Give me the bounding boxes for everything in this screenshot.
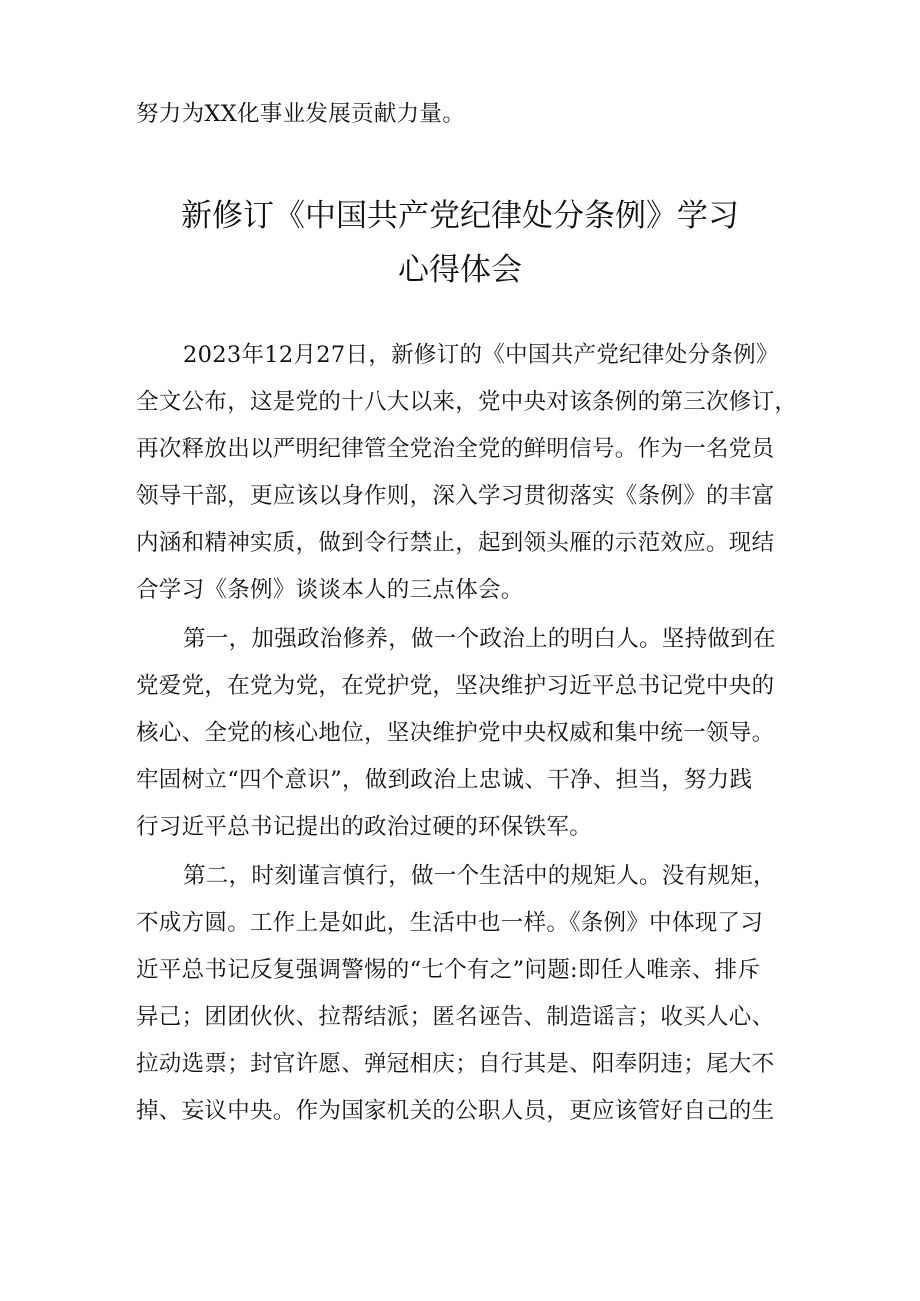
paragraph-line: 异己；团团伙伙、拉帮结派；匿名诬告、制造谣言；收买人心、 xyxy=(136,1004,775,1030)
paragraph-line: 全文公布，这是党的十八大以来，党中央对该条例的第三次修订， xyxy=(136,389,798,415)
paragraph-line: 近平总书记反复强调警惕的“七个有之”问题:即任人唯亲、排斥 xyxy=(136,957,761,983)
document-title-line-2: 心得体会 xyxy=(398,252,522,288)
paragraph-line: 再次释放出以严明纪律管全党治全党的鲜明信号。作为一名党员 xyxy=(136,436,775,462)
paragraph-line: 行习近平总书记提出的政治过硬的环保铁军。 xyxy=(136,814,593,840)
paragraph-line: 不成方圆。工作上是如此，生活中也一样。《条例》中体现了习 xyxy=(136,910,764,936)
paragraph-line: 第二，时刻谨言慎行，做一个生活中的规矩人。没有规矩， xyxy=(183,863,776,889)
preface-line: 努力为XX化事业发展贡献力量。 xyxy=(136,101,466,127)
paragraph-line: 掉、妄议中央。作为国家机关的公职人员，更应该管好自己的生 xyxy=(136,1098,775,1124)
paragraph-line: 第一，加强政治修养，做一个政治上的明白人。坚持做到在 xyxy=(183,626,776,652)
paragraph-line: 领导干部，更应该以身作则，深入学习贯彻落实《条例》的丰富 xyxy=(136,483,775,509)
document-title-line-1: 新修订《中国共产党纪律处分条例》学习 xyxy=(181,198,739,234)
paragraph-line: 拉动选票；封官许愿、弹冠相庆；自行其是、阳奉阴违；尾大不 xyxy=(136,1051,775,1077)
paragraph-line: 党爱党，在党为党，在党护党，坚决维护习近平总书记党中央的 xyxy=(136,673,775,699)
paragraph-line: 内涵和精神实质，做到令行禁止，起到领头雁的示范效应。现结 xyxy=(136,530,775,556)
paragraph-line: 核心、全党的核心地位，坚决维护党中央权威和集中统一领导。 xyxy=(136,720,775,746)
paragraph-line: 牢固树立“四个意识”，做到政治上忠诚、干净、担当，努力践 xyxy=(136,767,753,793)
paragraph-line: 合学习《条例》谈谈本人的三点体会。 xyxy=(136,577,524,603)
paragraph-line: 2023年12月27日，新修订的《中国共产党纪律处分条例》 xyxy=(183,342,779,368)
